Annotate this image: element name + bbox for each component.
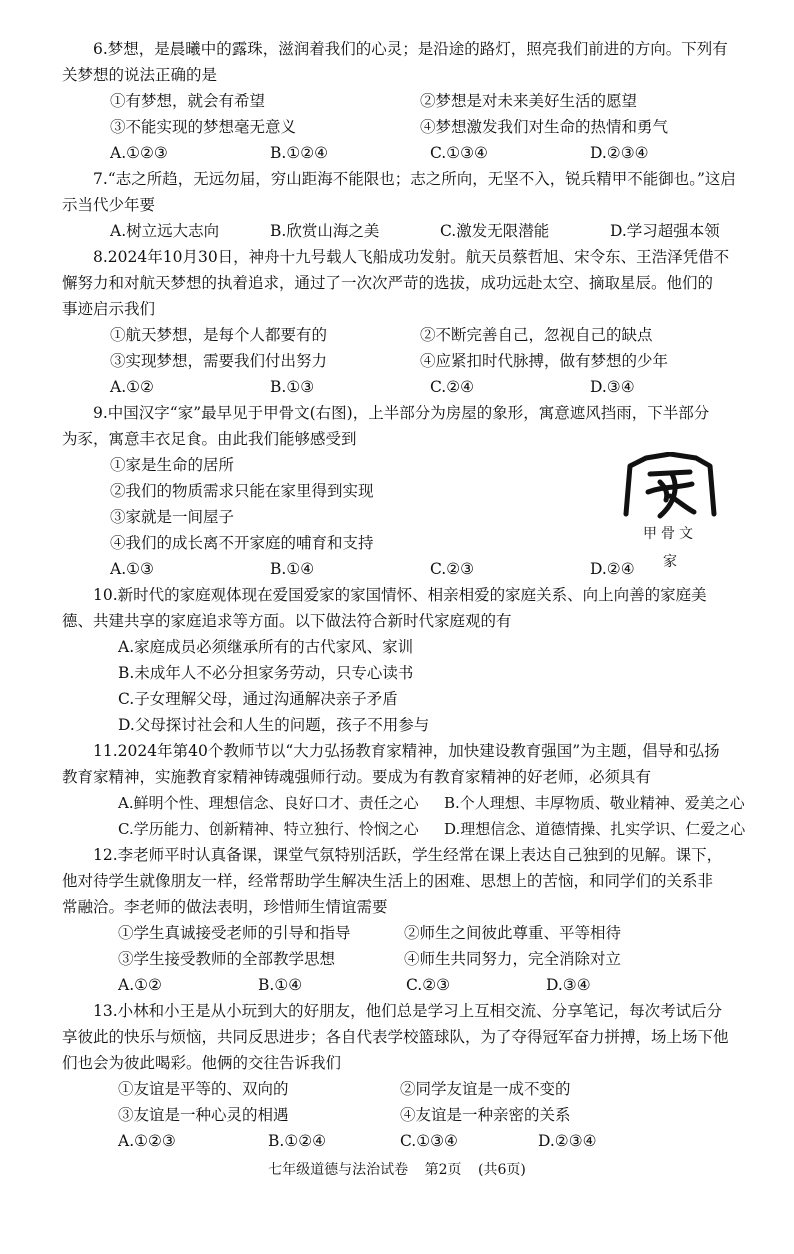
statement: ③实现梦想，需要我们付出努力 (110, 352, 328, 370)
choice-list (62, 218, 762, 244)
exam-page (62, 36, 762, 1154)
question-stem: 为豕，寓意丰衣足食。由此我们能够感受到 (62, 430, 357, 448)
statement: ②同学友谊是一成不变的 (400, 1080, 571, 1098)
question-stem: 德、共建共享的家庭追求等方面。以下做法符合新时代家庭观的有 (62, 612, 512, 630)
choice-d: D.理想信念、道德情操、扎实学识、仁爱之心 (444, 820, 746, 838)
question-11 (62, 738, 762, 842)
question-7 (62, 166, 762, 244)
choice-c: C.②④ (430, 378, 475, 396)
choice-b: B.①③ (270, 378, 315, 396)
choice-list (62, 634, 762, 738)
choice-b: B.①②④ (268, 1132, 327, 1150)
choice-c: C.①③④ (430, 144, 488, 162)
question-6 (62, 36, 762, 166)
choice-a: A.①② (110, 378, 154, 396)
choice-a: A.①② (118, 976, 162, 994)
choice-a: A.①②③ (110, 144, 168, 162)
statement-list (62, 88, 762, 140)
choice-list (62, 972, 762, 998)
statement: ②我们的物质需求只能在家里得到实现 (110, 482, 374, 500)
question-stem: 示当代少年要 (62, 196, 156, 214)
footer-total-pages: (共6页) (477, 1162, 526, 1178)
choice-d: D.②③④ (538, 1132, 597, 1150)
statement: ④师生共同努力，完全消除对立 (404, 950, 622, 968)
choice-a: A.家庭成员必须继承所有的古代家风、家训 (118, 638, 414, 656)
choice-b: B.未成年人不必分担家务劳动，只专心读书 (118, 664, 414, 682)
choice-d: D.②④ (590, 560, 635, 578)
statement: ③家就是一间屋子 (110, 508, 235, 526)
figure-character: 家 (663, 554, 677, 570)
statement: ③友谊是一种心灵的相遇 (118, 1106, 289, 1124)
question-stem: 7.“志之所趋，无远勿届，穷山距海不能限也；志之所向，无坚不入，锐兵精甲不能御也。”这启 (93, 170, 736, 188)
statement: ④友谊是一种亲密的关系 (400, 1106, 571, 1124)
choice-a: A.鲜明个性、理想信念、良好口才、责任之心 (118, 794, 419, 812)
statement: ①航天梦想，是每个人都要有的 (110, 326, 328, 344)
choice-a: A.树立远大志向 (110, 222, 220, 240)
question-13 (62, 998, 762, 1154)
choice-c: C.②③ (406, 976, 451, 994)
question-stem: 教育家精神，实施教育家精神铸魂强师行动。要成为有教育家精神的好老师，必须具有 (62, 768, 652, 786)
statement: ②师生之间彼此尊重、平等相待 (404, 924, 622, 942)
question-stem: 8.2024年10月30日，神舟十九号载人飞船成功发射。航天员蔡哲旭、宋令东、王浩泽凭借不 (93, 248, 730, 266)
question-stem: 12.李老师平时认真备课，课堂气氛特别活跃，学生经常在课上表达自己独到的见解。课下， (93, 846, 723, 864)
question-stem: 他对待学生就像朋友一样，经常帮助学生解决生活上的困难、思想上的苦恼，和同学们的关系非 (62, 872, 714, 890)
choice-d: D.父母探讨社会和人生的问题，孩子不用参与 (118, 716, 430, 734)
footer-page-number: 第2页 (424, 1162, 462, 1178)
oracle-bone-jia-glyph (620, 452, 720, 524)
question-stem: 11.2024年第40个教师节以“大力弘扬教育家精神，加快建设教育强国”为主题，倡导和弘扬 (93, 742, 720, 760)
question-stem: 常融洽。李老师的做法表明，珍惜师生情谊需要 (62, 898, 388, 916)
statement: ②梦想是对未来美好生活的愿望 (420, 92, 638, 110)
page-footer (0, 1160, 794, 1180)
choice-d: D.学习超强本领 (610, 222, 720, 240)
question-stem: 事迹启示我们 (62, 300, 156, 318)
question-stem: 们也会为彼此喝彩。他俩的交往告诉我们 (62, 1054, 342, 1072)
question-stem: 10.新时代的家庭观体现在爱国爱家的家国情怀、相亲相爱的家庭关系、向上向善的家庭美 (93, 586, 707, 604)
choice-list (62, 790, 762, 842)
question-stem: 懈努力和对航天梦想的执着追求，通过了一次次严苛的选拔，成功远赴太空、摘取星辰。他们的 (62, 274, 714, 292)
question-9 (62, 400, 762, 582)
question-stem: 关梦想的说法正确的是 (62, 66, 218, 84)
choice-d: D.②③④ (590, 144, 649, 162)
figure-caption: 甲骨文 (643, 526, 697, 542)
statement-list (62, 920, 762, 972)
statement: ①家是生命的居所 (110, 456, 235, 474)
choice-b: B.个人理想、丰厚物质、敬业精神、爱美之心 (444, 794, 745, 812)
oracle-bone-figure (610, 452, 730, 582)
statement: ②不断完善自己，忽视自己的缺点 (420, 326, 653, 344)
choice-d: D.③④ (546, 976, 591, 994)
choice-b: B.欣赏山海之美 (270, 222, 380, 240)
choice-list (62, 1128, 762, 1154)
choice-list (62, 140, 762, 166)
choice-a: A.①③ (110, 560, 154, 578)
question-12 (62, 842, 762, 998)
statement: ①学生真诚接受老师的引导和指导 (118, 924, 351, 942)
statement: ③不能实现的梦想毫无意义 (110, 118, 297, 136)
statement: ④梦想激发我们对生命的热情和勇气 (420, 118, 669, 136)
choice-c: C.学历能力、创新精神、特立独行、怜悯之心 (118, 820, 419, 838)
choice-d: D.③④ (590, 378, 635, 396)
question-10 (62, 582, 762, 738)
choice-b: B.①④ (270, 560, 315, 578)
statement: ④我们的成长离不开家庭的哺育和支持 (110, 534, 374, 552)
choice-c: C.激发无限潜能 (440, 222, 550, 240)
footer-subject: 七年级道德与法治试卷 (268, 1162, 409, 1178)
statement: ③学生接受教师的全部教学思想 (118, 950, 336, 968)
choice-c: C.②③ (430, 560, 475, 578)
question-stem: 6.梦想，是晨曦中的露珠，滋润着我们的心灵；是沿途的路灯，照亮我们前进的方向。下列有 (93, 40, 728, 58)
statement: ①友谊是平等的、双向的 (118, 1080, 289, 1098)
statement-list (62, 322, 762, 374)
choice-b: B.①②④ (270, 144, 329, 162)
statement-list (62, 1076, 762, 1128)
choice-c: C.①③④ (400, 1132, 458, 1150)
statement: ①有梦想，就会有希望 (110, 92, 266, 110)
question-stem: 9.中国汉字“家”最早见于甲骨文(右图)，上半部分为房屋的象形，寓意遮风挡雨，下半部分 (93, 404, 710, 422)
question-stem: 13.小林和小王是从小玩到大的好朋友，他们总是学习上互相交流、分享笔记，每次考试后分 (93, 1002, 723, 1020)
choice-list (62, 374, 762, 400)
choice-b: B.①④ (258, 976, 303, 994)
statement: ④应紧扣时代脉搏，做有梦想的少年 (420, 352, 669, 370)
choice-a: A.①②③ (118, 1132, 176, 1150)
question-8 (62, 244, 762, 400)
choice-c: C.子女理解父母，通过沟通解决亲子矛盾 (118, 690, 398, 708)
question-stem: 享彼此的快乐与烦恼，共同反思进步；各自代表学校篮球队，为了夺得冠军奋力拼搏，场上场下他 (62, 1028, 729, 1046)
